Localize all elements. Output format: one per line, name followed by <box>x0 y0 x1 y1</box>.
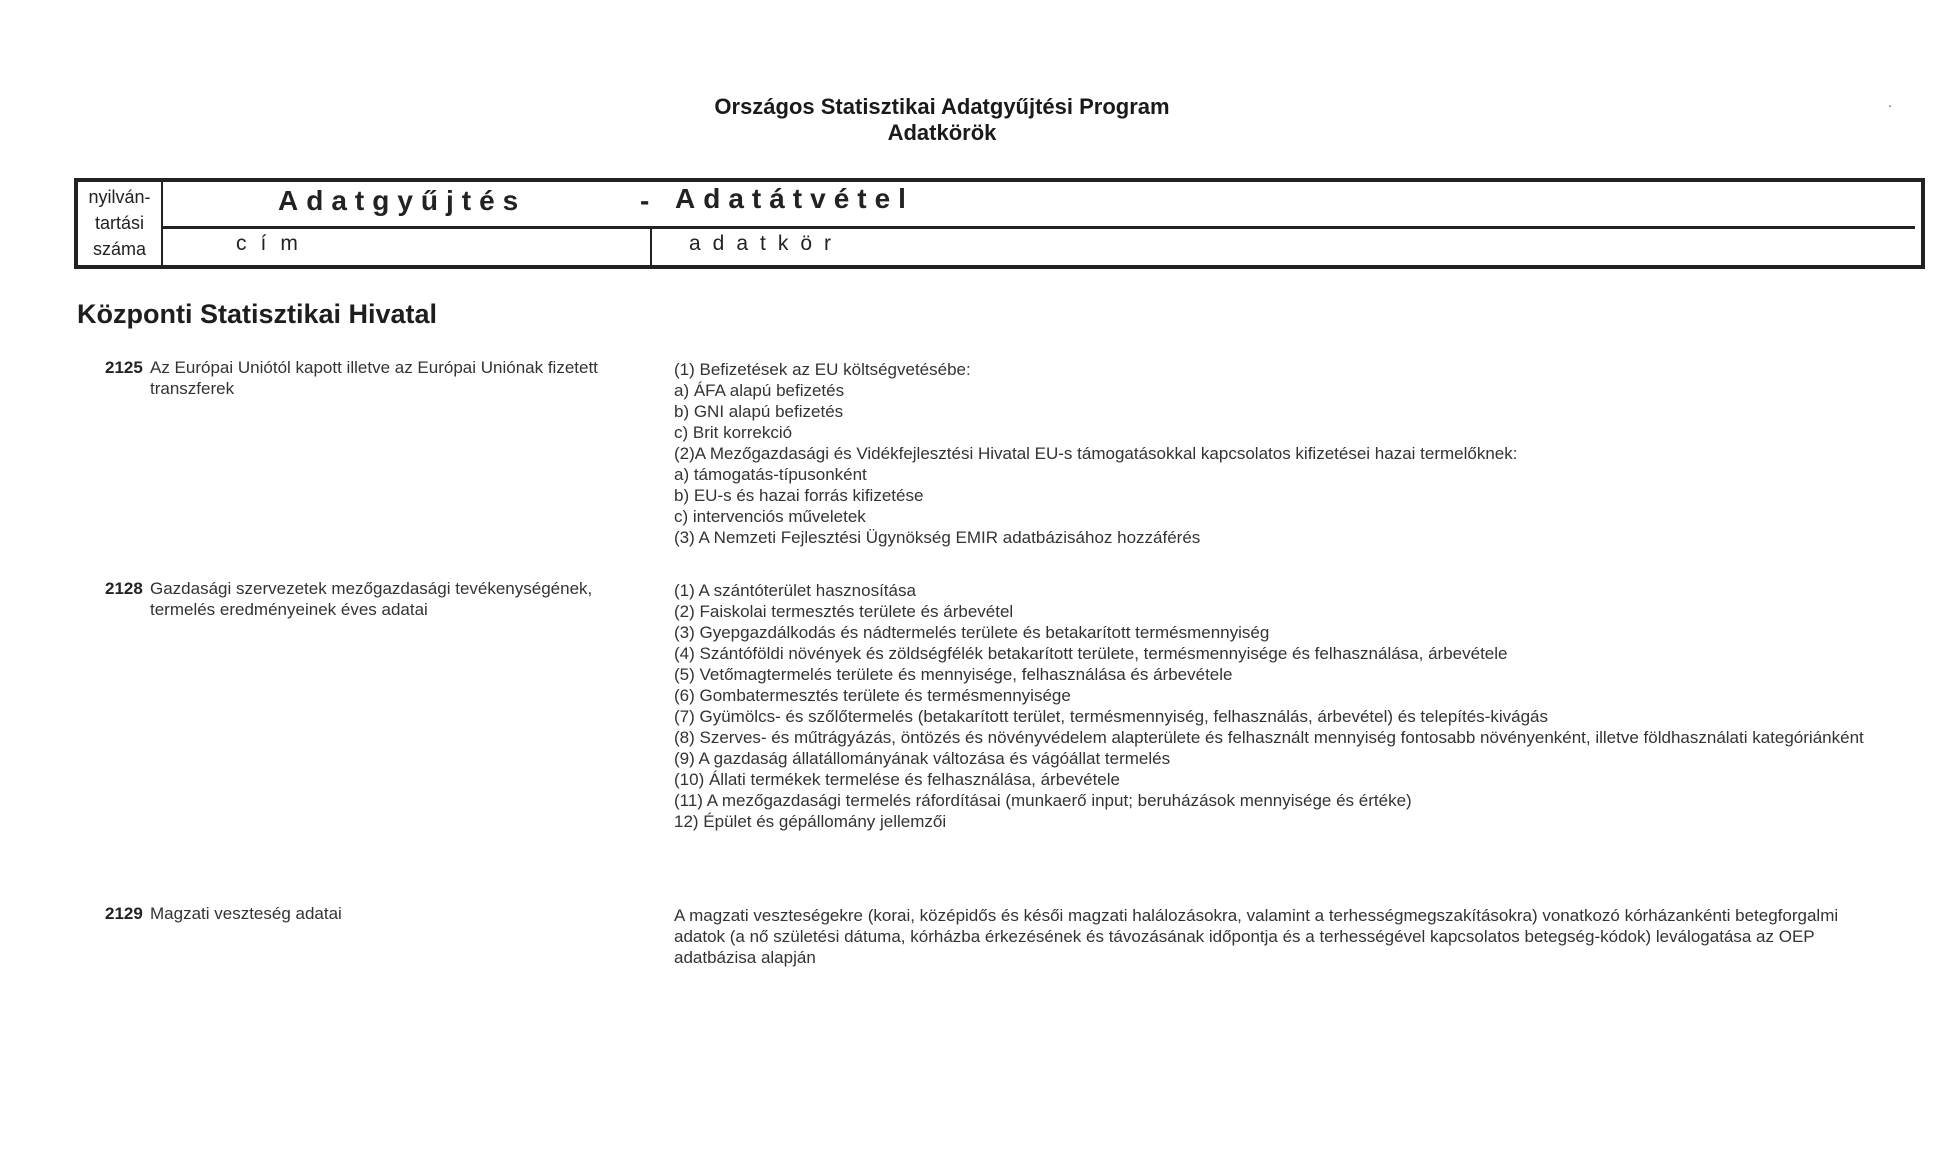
entry-number: 2125 <box>105 358 143 377</box>
list-item: (11) A mezőgazdasági termelés ráfordításai (munkaerő input; beruházások mennyisége és értéke) <box>674 791 1412 810</box>
reg-label-line3: száma <box>92 239 146 259</box>
list-item: c) intervenciós műveletek <box>674 507 866 526</box>
registration-number-header <box>78 182 163 265</box>
entry-title: Az Európai Uniótól kapott illetve az Európai Uniónak fizetett transzferek <box>150 358 598 398</box>
entry-items <box>674 580 1914 832</box>
list-item: (9) A gazdaság állatállományának változása és vágóállat termelés <box>674 749 1171 768</box>
header-row-divider <box>163 226 1915 229</box>
list-item: (8) Szerves- és műtrágyázás, öntözés és növényvédelem alapterülete és felhasznált mennyiség fontosabb növényenként, illetve földhasználati kategóriánként <box>674 728 1864 747</box>
list-item: 12) Épület és gépállomány jellemzői <box>674 812 947 831</box>
list-item: (1) Befizetések az EU költségvetésébe: <box>674 360 971 379</box>
list-item: (3) A Nemzeti Fejlesztési Ügynökség EMIR adatbázisához hozzáférés <box>674 528 1201 547</box>
adatkor-column-header: adatkör <box>689 232 844 255</box>
table-header-box <box>74 178 1925 269</box>
list-item: b) EU-s és hazai forrás kifizetése <box>674 486 924 505</box>
list-item: A magzati veszteségekre (korai, középidős és késői magzati halálozásokra, valamint a terhességmegszakításokra) vonatkozó kórházankénti betegforgalmi adatok (a nő születési dátuma, kórházba érkezésének és távozásának időpontja és a terhességével kapcsolatos betegség-kódok) leválogatása az OEP adatbázisa alapján <box>674 906 1839 967</box>
program-title: Országos Statisztikai Adatgyűjtési Program <box>714 94 1170 119</box>
entry-title: Magzati veszteség adatai <box>150 904 342 923</box>
list-item: (6) Gombatermesztés területe és termésmennyisége <box>674 686 1071 705</box>
entry-items <box>674 359 1914 548</box>
adatgyujtes-header: Adatgyűjtés <box>278 185 527 216</box>
reg-label-line1: nyilván- <box>88 187 151 207</box>
adatatvetel-header: Adatátvétel <box>675 183 914 214</box>
list-item: (2)A Mezőgazdasági és Vidékfejlesztési Hivatal EU-s támogatásokkal kapcsolatos kifizetései hazai termelőknek: <box>674 444 1518 463</box>
header-dash: - <box>640 185 650 216</box>
entry-number: 2128 <box>105 579 143 598</box>
list-item: a) ÁFA alapú befizetés <box>674 381 845 400</box>
list-item: (4) Szántóföldi növények és zöldségfélék betakarított területe, termésmennyisége és felhasználása, árbevétele <box>674 644 1508 663</box>
list-item: (1) A szántóterület hasznosítása <box>674 581 916 600</box>
cim-column-header: cím <box>236 232 312 255</box>
program-subtitle: Adatkörök <box>887 120 997 145</box>
entry-items <box>674 905 1884 968</box>
list-item: (5) Vetőmagtermelés területe és mennyisége, felhasználása és árbevétele <box>674 665 1233 684</box>
list-item: (10) Állati termékek termelése és felhasználása, árbevétele <box>674 770 1120 789</box>
list-item: (3) Gyepgazdálkodás és nádtermelés területe és betakarított termésmennyiség <box>674 623 1270 642</box>
section-title: Központi Statisztikai Hivatal <box>77 299 438 329</box>
header-column-divider <box>650 228 652 265</box>
list-item: (2) Faiskolai termesztés területe és árbevétel <box>674 602 1014 621</box>
list-item: c) Brit korrekció <box>674 423 793 442</box>
list-item: (7) Gyümölcs- és szőlőtermelés (betakarított terület, termésmennyiség, felhasználás, árbevétel) és telepítés-kivágás <box>674 707 1548 726</box>
list-item: a) támogatás-típusonként <box>674 465 867 484</box>
document-title <box>0 94 1884 146</box>
list-item: b) GNI alapú befizetés <box>674 402 844 421</box>
reg-label-line2: tartási <box>94 213 145 233</box>
corner-mark: . <box>1888 94 1892 110</box>
entry-title: Gazdasági szervezetek mezőgazdasági tevékenységének, termelés eredményeinek éves adatai <box>150 579 593 619</box>
entry-number: 2129 <box>105 904 143 923</box>
